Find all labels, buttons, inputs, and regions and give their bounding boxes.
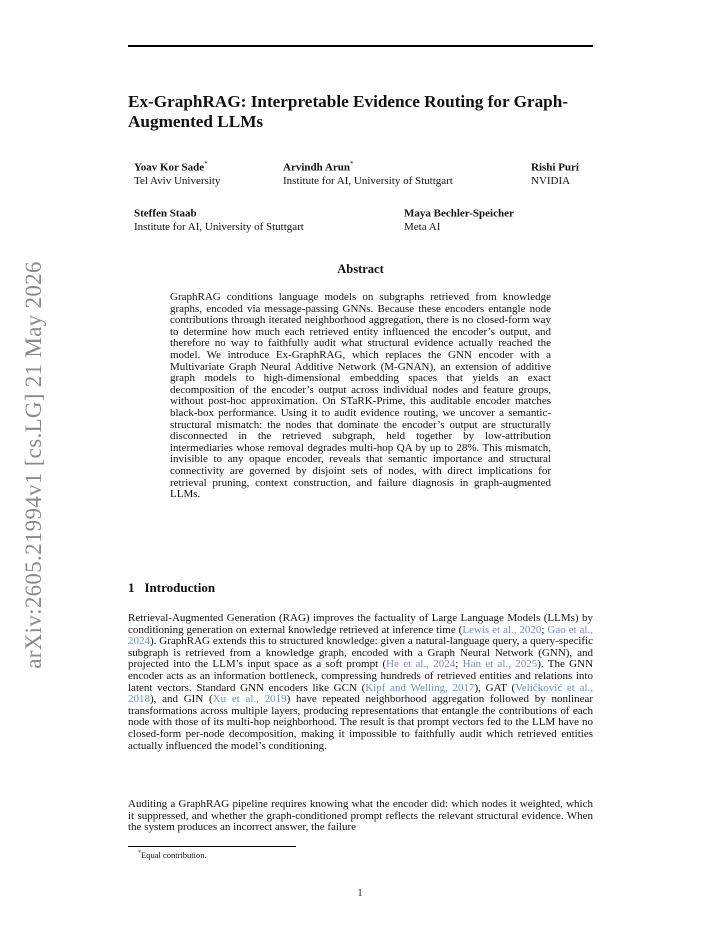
body-text: Retrieval-Augmented Generation (RAG) improves the factuality of Large Language Models (LLMs) by conditioning generation on external knowledge retrieved at inference time ( <box>128 612 593 636</box>
footnote-rule <box>128 846 296 847</box>
author-affiliation: Tel Aviv University <box>134 174 221 187</box>
citation-link[interactable]: Lewis et al., 2020 <box>462 623 542 636</box>
author-block-4 <box>134 204 304 234</box>
author-name: Rishi Puri <box>531 161 579 174</box>
citation-link[interactable]: Gao et al., 2024 <box>128 623 593 648</box>
intro-paragraph-1 <box>128 613 593 752</box>
author-affiliation: Institute for AI, University of Stuttgart <box>283 174 453 187</box>
citation-link[interactable]: Han et al., 2025 <box>462 658 538 671</box>
body-text: ). GraphRAG extends this to structured knowledge: given a natural-language query, a query-specific subgraph is retrieved from a knowledge graph, encoded with a Graph Neural Network (GNN), and projected into the LLM’s input space as a soft prompt ( <box>128 635 593 671</box>
author-block-2 <box>283 158 453 188</box>
abstract-heading: Abstract <box>337 262 384 276</box>
author-name: Steffen Staab <box>134 207 197 220</box>
intro-paragraph-2: Auditing a GraphRAG pipeline requires knowing what the encoder did: which nodes it weighted, which it suppressed, and whether the graph-conditioned prompt reflects the relevant structural evidence. When the system produces an incorrect answer, the failure <box>128 798 593 834</box>
author-name: Maya Bechler-Speicher <box>404 207 514 220</box>
author-block-1 <box>134 158 220 188</box>
page-number: 1 <box>357 888 363 899</box>
body-text: ). The GNN encoder acts as an information bottleneck, compressing hundreds of retrieved entities and relations into latent vectors. Standard GNN encoders like GCN ( <box>128 658 594 694</box>
author-block-3 <box>531 158 579 188</box>
section-heading: 1 Introduction <box>128 580 216 595</box>
top-rule <box>128 45 593 47</box>
author-affiliation: NVIDIA <box>531 174 571 187</box>
body-text: ; <box>455 658 463 671</box>
body-text: ; <box>541 623 548 636</box>
author-affiliation: Institute for AI, University of Stuttgart <box>134 220 304 233</box>
body-text: ), GAT ( <box>474 681 516 694</box>
body-text: ), and GIN ( <box>150 693 213 706</box>
author-affiliation: Meta AI <box>404 220 441 233</box>
abstract-body: GraphRAG conditions language models on subgraphs retrieved from knowledge graphs, encoded via message-passing GNNs. Because these encoders entangle node contributions through iterated neighborhood aggregation, there is no closed-form way to determine how much each retrieved entity influenced the encoder’s output, and therefore no way to faithfully audit what structural evidence actually reached the model. We introduce Ex-GraphRAG, which replaces the GNN encoder with a Multivariate Graph Neural Additive Network (M-GNAN), an extension of additive graph models to high-dimensional embedding spaces that yields an exact decomposition of the encoder’s output across individual nodes and feature groups, without post-hoc approximation. On STaRK-Prime, this auditable encoder matches black-box performance. Using it to audit evidence routing, we uncover a semantic-structural mismatch: the nodes that dominate the encoder’s output are structurally disconnected in the retrieved subgraph, held together by low-attribution intermediaries whose removal degrades multi-hop QA by up to 28%. This mismatch, invisible to any opaque encoder, reveals that semantic importance and structural connectivity are governed by disjoint sets of nodes, with direct implications for retrieval pruning, context construction, and failure diagnosis in graph-augmented LLMs. <box>170 291 551 501</box>
author-block-5 <box>404 204 514 234</box>
body-text: ) have repeated neighborhood aggregation followed by nonlinear transformations across multiple layers, producing representations that entangle the contributions of each node with those of its multi-hop neighborhood. The result is that prompt vectors fed to the LLM have no closed-form per-node decomposition, making it impossible to faithfully audit which retrieved entities actually influenced the model’s conditioning. <box>128 693 594 752</box>
author-name: Arvindh Arun* <box>283 160 354 174</box>
citation-link[interactable]: He et al., 2024 <box>386 658 456 671</box>
citation-link[interactable]: Veličković et al., 2018 <box>128 681 594 706</box>
footnote: *Equal contribution. <box>138 850 207 860</box>
author-name: Yoav Kor Sade* <box>134 160 208 174</box>
citation-link[interactable]: Kipf and Welling, 2017 <box>365 681 475 694</box>
arxiv-identifier: arXiv:2605.21994v1 [cs.LG] 21 May 2026 <box>21 261 46 669</box>
paper-title: Ex-GraphRAG: Interpretable Evidence Routing for Graph-Augmented LLMs <box>128 92 569 131</box>
citation-link[interactable]: Xu et al., 2019 <box>212 693 287 706</box>
